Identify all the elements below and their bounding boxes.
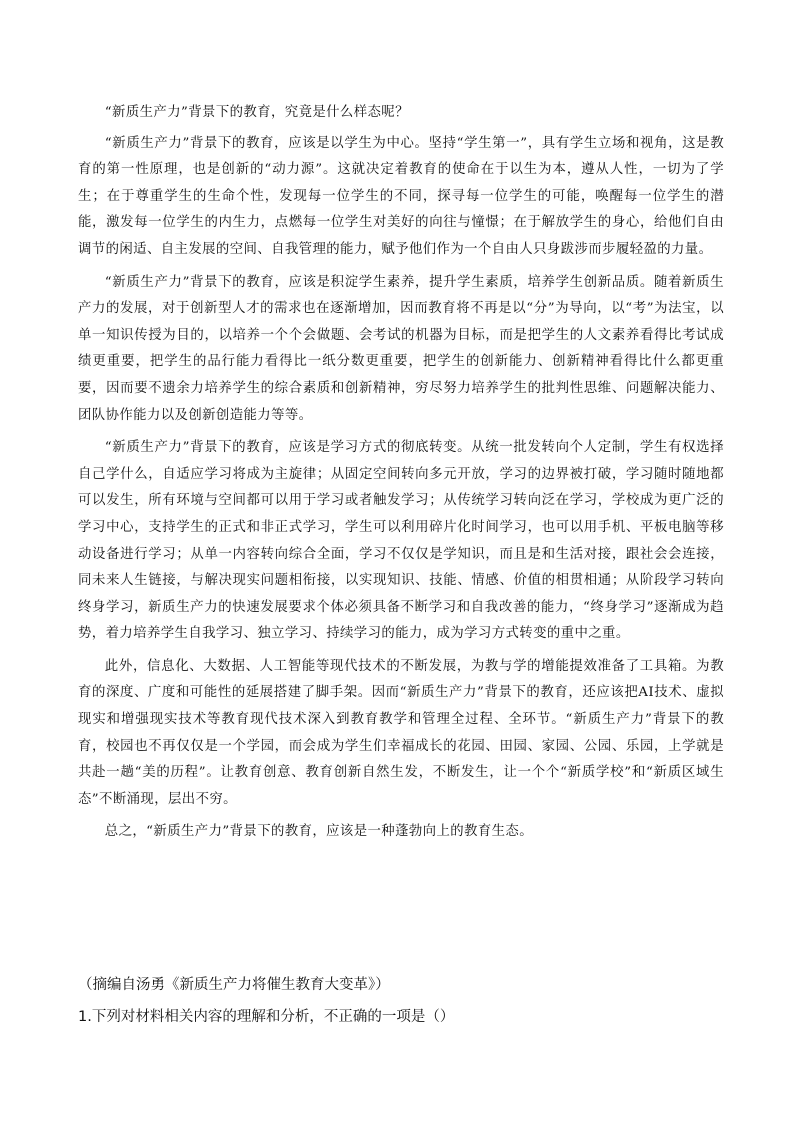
paragraph-learning-mode: “新质生产力”背景下的教育，应该是学习方式的彻底转变。从统一批发转向个人定制，学生有权选择自己学什么，自适应学习将成为主旋律；从固定空间转向多元开放，学习的边界被打破，学习随时随地都可以发生，所有环境与空间都可以用于学习或者触发学习；从传统学习转向泛在学习，学校成为更广泛的学习中心，支持学生的正式和非正式学习，学生可以利用碎片化时间学习，也可以用手机、平板电脑等移动设备进行学习；从单一内容转向综合全面，学习不仅仅是学知识，而且是和生活对接，跟社会会连接，同未来人生链接，与解决现实问题相衔接，以实现知识、技能、情感、价值的相贯相通；从阶段学习转向终身学习，新质生产力的快速发展要求个体必须具备不断学习和自我改善的能力，“终身学习”逐渐成为趋势，着力培养学生自我学习、独立学习、持续学习的能力，成为学习方式转变的重中之重。	[78, 440, 724, 642]
paragraph-student-centered: “新质生产力”背景下的教育，应该是以学生为中心。坚持“学生第一”，具有学生立场和视角，这是教育的第一性原理，也是创新的“动力源”。这就决定着教育的使命在于以生为本，遵从人性，一切为了学生；在于尊重学生的生命个性，发现每一位学生的不同，探寻每一位学生的可能，唤醒每一位学生的潜能，激发每一位学生的内生力，点燃每一位学生对美好的向往与憧憬；在于解放学生的身心，给他们自由调节的闲适、自主发展的空间、自我管理的能力，赋予他们作为一个自由人只身跋涉而步履轻盈的力量。	[78, 135, 724, 257]
paragraph-conclusion: 总之，“新质生产力”背景下的教育，应该是一种蓬勃向上的教育生态。	[104, 824, 534, 840]
paragraph-technology: 此外，信息化、大数据、人工智能等现代技术的不断发展，为教与学的增能提效准备了工具箱。为教育的深度、广度和可能性的延展搭建了脚手架。因而“新质生产力”背景下的教育，还应该把AI技术、虚拟现实和增强现实技术等教育现代技术深入到教育教学和管理全过程、全环节。“新质生产力”背景下的教育，校园也不再仅仅是一个学园，而会成为学生们幸福成长的花园、田园、家园、公园、乐园，上学就是共赴一趟“美的历程”。让教育创意、教育创新自然生发，不断发生，让一个个“新质学校”和“新质区域生态”不断涌现，层出不穷。	[78, 658, 724, 807]
article-body	[78, 100, 724, 852]
source-citation: （摘编自汤勇《新质生产力将催生教育大变革》）	[78, 977, 390, 993]
question-1: 1.下列对材料相关内容的理解和分析，不正确的一项是（）	[78, 1009, 455, 1025]
paragraph-literacy: “新质生产力”背景下的教育，应该是积淀学生素养，提升学生素质，培养学生创新品质。随着新质生产力的发展，对于创新型人才的需求也在逐渐增加，因而教育将不再是以“分”为导向，以“考”为法宝，以单一知识传授为目的，以培养一个个会做题、会考试的机器为目标，而是把学生的人文素养看得比考试成绩更重要，把学生的品行能力看得比一纸分数更重要，把学生的创新能力、创新精神看得比什么都更重要，因而要不遗余力培养学生的综合素质和创新精神，穷尽努力培养学生的批判性思维、问题解决能力、团队协作能力以及创新创造能力等等。	[78, 274, 724, 423]
paragraph-intro: “新质生产力”背景下的教育，究竟是什么样态呢？	[104, 105, 409, 120]
